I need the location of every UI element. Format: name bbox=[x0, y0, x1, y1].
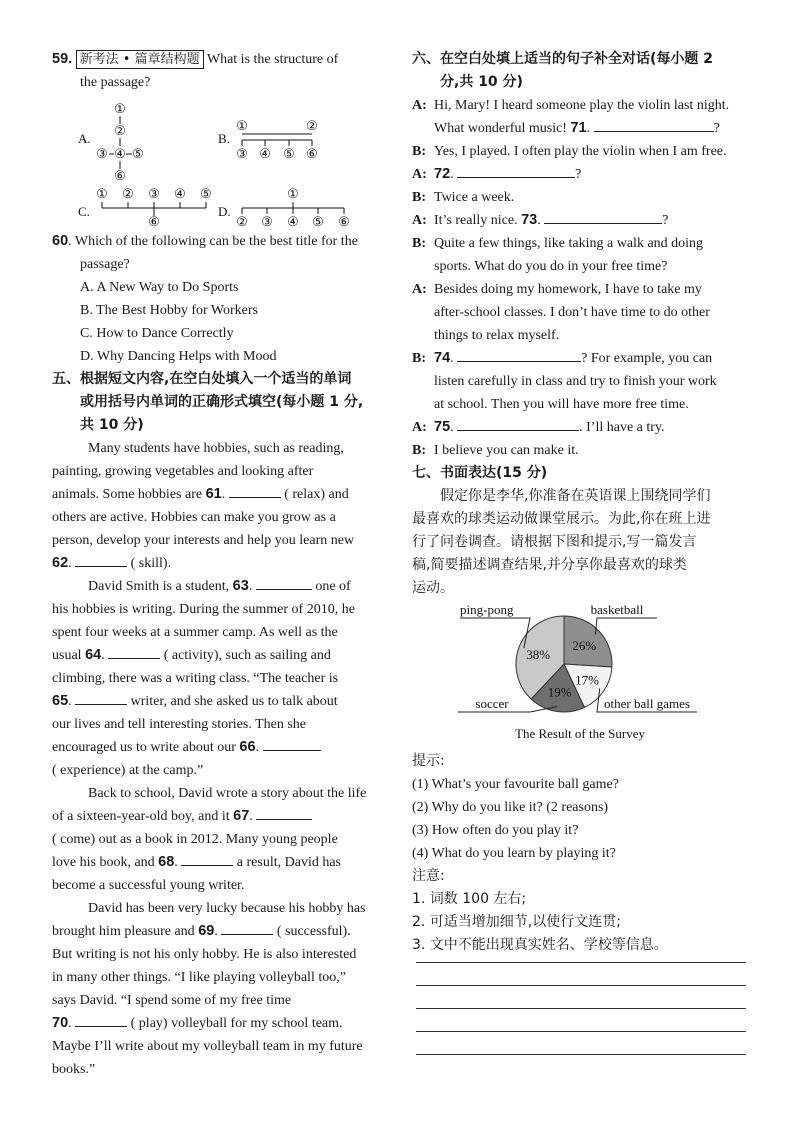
sec5-title-3: 共 10 分) bbox=[80, 417, 144, 433]
c-node-5: ⑤ bbox=[200, 186, 212, 201]
hint-4: (4) What do you learn by playing it? bbox=[412, 846, 616, 861]
c-node-3: ③ bbox=[148, 186, 160, 201]
dlg-b4-l1: B: 74. ? For example, you can bbox=[412, 347, 752, 370]
dlg-a2: A: 72. ? bbox=[412, 163, 752, 186]
p4-l1: David has been very lucky because his hobby has bbox=[88, 901, 366, 916]
blank-61[interactable] bbox=[229, 483, 281, 498]
q60-option-b[interactable]: B. The Best Hobby for Workers bbox=[80, 303, 259, 318]
right-column bbox=[412, 48, 752, 957]
category-other-ball-games: other ball games bbox=[604, 696, 690, 711]
pie-label-ping-pong: 38% bbox=[526, 646, 551, 662]
c-node-1: ① bbox=[96, 186, 108, 201]
structure-options-svg bbox=[52, 98, 372, 228]
hint-2: (2) Why do you like it? (2 reasons) bbox=[412, 800, 609, 815]
p2-l3: spent four weeks at a summer camp. As well as the bbox=[52, 625, 338, 640]
dlg-b4-l2: listen carefully in class and try to finish your work bbox=[434, 374, 717, 389]
sec7-desc-4: 稿,简要描述调查结果,并分享你最喜欢的球类 bbox=[412, 557, 687, 573]
blank-65-number: 65 bbox=[52, 693, 69, 709]
blank-64-number: 64 bbox=[85, 647, 102, 663]
a-node-1: ① bbox=[114, 101, 126, 116]
p3-l1: Back to school, David wrote a story about the life bbox=[88, 786, 367, 801]
dlg-a4-l1: A: Besides doing my homework, I have to take my bbox=[412, 282, 702, 297]
p2-l8: encouraged us to write about our 66. bbox=[52, 736, 384, 759]
a-node-5: ⑤ bbox=[132, 146, 144, 161]
blank-62-number: 62 bbox=[52, 555, 69, 571]
p3-l5: become a successful young writer. bbox=[52, 878, 245, 893]
sec7-desc-1: 假定你是李华,你准备在英语课上围绕同学们 bbox=[440, 488, 711, 504]
a-node-2: ② bbox=[114, 123, 126, 138]
d-node-6: ⑥ bbox=[338, 214, 350, 228]
d-node-3: ③ bbox=[261, 214, 273, 228]
q60-line1 bbox=[52, 230, 384, 253]
sec5-title-2: 或用括号内单词的正确形式填空(每小题 1 分, bbox=[80, 394, 364, 410]
hint-3: (3) How often do you play it? bbox=[412, 823, 579, 838]
dlg-a5: A: 75. . I’ll have a try. bbox=[412, 416, 752, 439]
a-node-6: ⑥ bbox=[114, 168, 126, 183]
dlg-a3: A: It’s really nice. 73. ? bbox=[412, 209, 752, 232]
option-c-label: C. bbox=[78, 204, 90, 219]
hint-1: (1) What’s your favourite ball game? bbox=[412, 777, 619, 792]
blank-61-number: 61 bbox=[205, 486, 222, 502]
blank-67-number: 67 bbox=[233, 808, 250, 824]
p4-l4: in many other things. “I like playing volleyball too,” bbox=[52, 970, 346, 985]
sec6-title-1: 六、在空白处填上适当的句子补全对话(每小题 2 bbox=[412, 51, 714, 67]
p4-l2: brought him pleasure and 69. ( successful). bbox=[52, 920, 384, 943]
callout-line-basketball bbox=[595, 618, 657, 634]
p1-l5: person, develop your interests and help you learn new bbox=[52, 533, 355, 548]
p4-l3: But writing is not his only hobby. He is also interested bbox=[52, 947, 357, 962]
b-node-2: ② bbox=[306, 118, 318, 133]
blank-73[interactable] bbox=[544, 209, 662, 224]
blank-69[interactable] bbox=[221, 920, 273, 935]
survey-pie-chart bbox=[412, 600, 752, 750]
blank-68-number: 68 bbox=[158, 854, 175, 870]
blank-72[interactable] bbox=[457, 163, 575, 178]
p1-l3: animals. Some hobbies are 61. ( relax) and bbox=[52, 483, 384, 506]
sec7-desc-2: 最喜欢的球类运动做课堂展示。为此,你在班上进 bbox=[412, 511, 711, 527]
blank-75[interactable] bbox=[457, 416, 579, 431]
sec7-desc-3: 行了问卷调查。请根据下图和提示,写一篇发言 bbox=[412, 534, 697, 550]
q60-stem: . Which of the following can be the best title for the bbox=[68, 234, 358, 249]
category-soccer: soccer bbox=[475, 696, 509, 711]
sec7-desc-5: 运动。 bbox=[412, 580, 454, 596]
b-node-3: ③ bbox=[236, 146, 248, 161]
p1-l2: painting, growing vegetables and looking after bbox=[52, 464, 314, 479]
dlg-a4-l3: things to relax myself. bbox=[434, 328, 560, 343]
c-node-6: ⑥ bbox=[148, 214, 160, 228]
q59-number: 59 bbox=[52, 51, 69, 67]
pie-label-basketball: 26% bbox=[572, 637, 597, 653]
d-node-4: ④ bbox=[287, 214, 299, 228]
blank-72-number: 72 bbox=[434, 166, 451, 182]
q60-number: 60 bbox=[52, 233, 69, 249]
d-node-2: ② bbox=[236, 214, 248, 228]
category-ping-pong: ping-pong bbox=[460, 602, 514, 617]
q59-line1: 59. 新考法 • 篇章结构题 What is the structure of bbox=[52, 51, 339, 67]
q60-option-c[interactable]: C. How to Dance Correctly bbox=[80, 326, 234, 341]
blank-63[interactable] bbox=[256, 575, 312, 590]
b-node-4: ④ bbox=[259, 146, 271, 161]
note-2: 2. 可适当增加细节,以使行文连贯; bbox=[412, 914, 621, 930]
writing-line-2[interactable] bbox=[416, 985, 746, 986]
sec7-title: 七、书面表达(15 分) bbox=[412, 465, 548, 481]
writing-line-4[interactable] bbox=[416, 1031, 746, 1032]
callout-line-ping-pong bbox=[460, 618, 530, 648]
sec5-title-1: 五、根据短文内容,在空白处填入一个适当的单词 bbox=[52, 371, 352, 387]
p4-l7: Maybe I’ll write about my volleyball team in my future bbox=[52, 1039, 363, 1054]
a-node-3: ③ bbox=[96, 146, 108, 161]
b-node-5: ⑤ bbox=[283, 146, 295, 161]
b-node-1: ① bbox=[236, 118, 248, 133]
option-b-label: B. bbox=[218, 131, 230, 146]
sec6-title-2: 分,共 10 分) bbox=[440, 74, 523, 90]
dlg-a4-l2: after-school classes. I don’t have time to do other bbox=[434, 305, 710, 320]
blank-75-number: 75 bbox=[434, 419, 451, 435]
p3-l3: ( come) out as a book in 2012. Many young people bbox=[52, 832, 338, 847]
chart-title: The Result of the Survey bbox=[515, 726, 645, 741]
pie-chart-svg bbox=[412, 600, 752, 750]
p2-l4: usual 64. ( activity), such as sailing and bbox=[52, 644, 384, 667]
p2-l1: David Smith is a student, 63. one of bbox=[52, 575, 384, 598]
dlg-b3-l2: sports. What do you do in your free time? bbox=[434, 259, 668, 274]
blank-74[interactable] bbox=[457, 347, 581, 362]
p2-l2: his hobbies is writing. During the summer of 2010, he bbox=[52, 602, 355, 617]
writing-line-1[interactable] bbox=[416, 962, 746, 963]
writing-line-5[interactable] bbox=[416, 1054, 746, 1055]
blank-66[interactable] bbox=[263, 736, 321, 751]
blank-73-number: 73 bbox=[521, 212, 538, 228]
pie-label-other-ball-games: 17% bbox=[575, 672, 599, 688]
dlg-b1: B: Yes, I played. I often play the violin when I am free. bbox=[412, 144, 727, 159]
dlg-b2: B: Twice a week. bbox=[412, 190, 515, 205]
p3-l4: love his book, and 68. a result, David has bbox=[52, 851, 384, 874]
blank-67[interactable] bbox=[256, 805, 312, 820]
b-node-6: ⑥ bbox=[306, 146, 318, 161]
option-d-label: D. bbox=[218, 204, 231, 219]
p4-l5: says David. “I spend some of my free time bbox=[52, 993, 292, 1008]
q59-line2: the passage? bbox=[80, 75, 151, 90]
d-node-5: ⑤ bbox=[312, 214, 324, 228]
q59-type-tag: 新考法 • 篇章结构题 bbox=[76, 50, 204, 69]
d-node-1: ① bbox=[287, 186, 299, 201]
note-3: 3. 文中不能出现真实姓名、学校等信息。 bbox=[412, 937, 668, 953]
hint-title: 提示: bbox=[412, 753, 445, 769]
dlg-a1-l1: A: Hi, Mary! I heard someone play the violin last night. bbox=[412, 98, 730, 113]
writing-line-3[interactable] bbox=[416, 1008, 746, 1009]
a-node-4: ④ bbox=[114, 146, 126, 161]
blank-64[interactable] bbox=[108, 644, 160, 659]
option-a-label: A. bbox=[78, 131, 91, 146]
note-1: 1. 词数 100 左右; bbox=[412, 891, 527, 907]
blank-66-number: 66 bbox=[239, 739, 256, 755]
pie-label-soccer: 19% bbox=[547, 684, 572, 700]
p1-l1: Many students have hobbies, such as reading, bbox=[88, 441, 344, 456]
blank-62[interactable] bbox=[75, 552, 127, 567]
q60-option-d[interactable]: D. Why Dancing Helps with Mood bbox=[80, 349, 277, 364]
q60-line2: passage? bbox=[80, 257, 130, 272]
blank-63-number: 63 bbox=[232, 578, 249, 594]
c-node-4: ④ bbox=[174, 186, 186, 201]
dlg-a1-l2: What wonderful music! 71. ? bbox=[412, 117, 752, 140]
blank-69-number: 69 bbox=[198, 923, 215, 939]
p2-l6: 65. writer, and she asked us to talk about bbox=[52, 690, 384, 713]
p2-l9: ( experience) at the camp.” bbox=[52, 763, 204, 778]
p1-l4: others are active. Hobbies can make you grow as a bbox=[52, 510, 336, 525]
p1-l6: 62. ( skill). bbox=[52, 552, 384, 575]
p4-l8: books.” bbox=[52, 1062, 96, 1077]
note-title: 注意: bbox=[412, 868, 445, 884]
q59-structure-diagrams bbox=[52, 98, 384, 228]
blank-71-number: 71 bbox=[570, 120, 587, 136]
c-node-2: ② bbox=[122, 186, 134, 201]
p3-l2: of a sixteen-year-old boy, and it 67. bbox=[52, 805, 384, 828]
blank-74-number: 74 bbox=[434, 350, 451, 366]
dlg-b3-l1: B: Quite a few things, like taking a walk and doing bbox=[412, 236, 704, 251]
blank-65[interactable] bbox=[75, 690, 127, 705]
q60-option-a[interactable]: A. A New Way to Do Sports bbox=[80, 280, 239, 295]
q59-stem: What is the structure of bbox=[206, 52, 339, 67]
category-basketball: basketball bbox=[590, 602, 644, 617]
blank-70-number: 70 bbox=[52, 1015, 69, 1031]
p2-l5: climbing, there was a writing class. “The teacher is bbox=[52, 671, 339, 686]
blank-71[interactable] bbox=[594, 117, 714, 132]
blank-70[interactable] bbox=[75, 1012, 127, 1027]
blank-68[interactable] bbox=[181, 851, 233, 866]
p4-l6: 70. ( play) volleyball for my school team. bbox=[52, 1012, 384, 1035]
dlg-b4-l3: at school. Then you will have more free time. bbox=[434, 397, 689, 412]
left-column bbox=[52, 48, 384, 1081]
p2-l7: our lives and tell interesting stories. Then she bbox=[52, 717, 307, 732]
dlg-b5: B: I believe you can make it. bbox=[412, 443, 579, 458]
